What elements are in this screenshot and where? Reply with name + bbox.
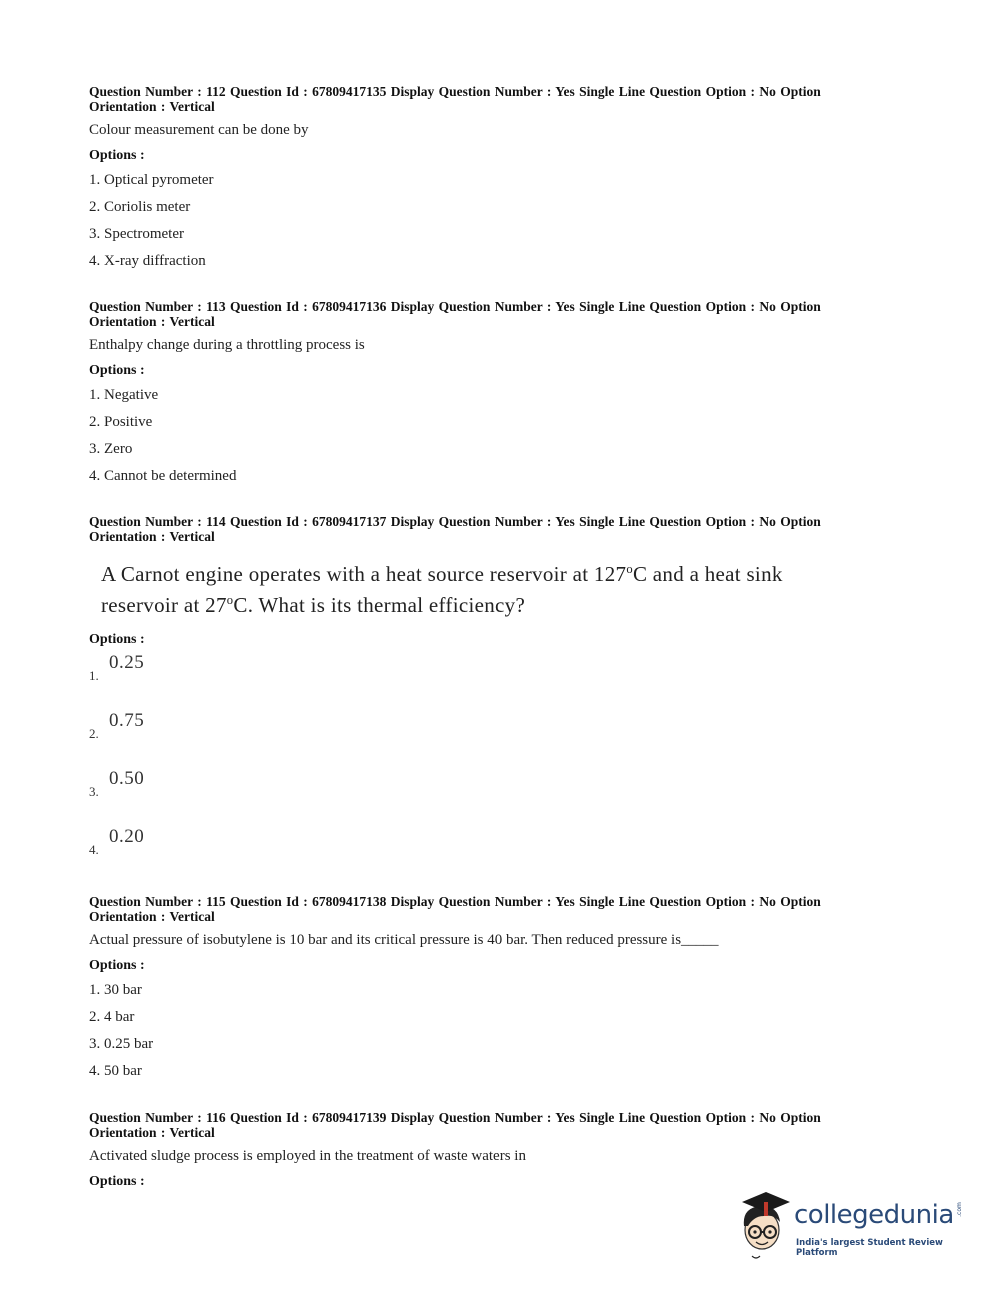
- option-3: 3. 0.25 bar: [89, 1036, 154, 1052]
- option-4: 4. X-ray diffraction: [89, 253, 206, 269]
- option-4: 4. 50 bar: [89, 1063, 142, 1079]
- option-2: 2. Coriolis meter: [89, 199, 191, 215]
- question-116: [89, 1111, 879, 1190]
- question-text: Enthalpy change during a throttling process is: [89, 337, 365, 353]
- option-1: 1. Optical pyrometer: [89, 172, 214, 188]
- option-4: 4. Cannot be determined: [89, 468, 237, 484]
- question-meta: Question Number : 116 Question Id : 67809417139 Display Question Number : Yes Single Line Question Option : No Option Orientation : Vertical: [89, 1110, 821, 1140]
- options-label: Options :: [89, 363, 145, 378]
- question-text: Activated sludge process is employed in the treatment of waste waters in: [89, 1148, 526, 1164]
- question-meta: Question Number : 114 Question Id : 67809417137 Display Question Number : Yes Single Line Question Option : No Option Orientation : Vertical: [89, 514, 821, 544]
- option-3: 3. Spectrometer: [89, 226, 184, 242]
- options-label: Options :: [89, 632, 145, 647]
- question-text: Actual pressure of isobutylene is 10 bar and its critical pressure is 40 bar. Then reduced pressure is_____: [89, 932, 719, 948]
- mascot-graduation-cap-icon: [734, 1186, 794, 1262]
- question-114: [89, 515, 879, 880]
- option-1: 1. 30 bar: [89, 982, 142, 998]
- options-label: Options :: [89, 148, 145, 163]
- options-label: Options :: [89, 1174, 145, 1189]
- question-text: A Carnot engine operates with a heat source reservoir at 127$^o$C and a heat sink reservoir at 27$^o$C. What is its thermal efficiency?: [101, 562, 783, 617]
- option-3: 3. 0.50: [89, 768, 145, 799]
- option-1: 1. 0.25: [89, 652, 145, 683]
- question-meta: Question Number : 113 Question Id : 67809417136 Display Question Number : Yes Single Line Question Option : No Option Orientation : Vertical: [89, 299, 821, 329]
- option-4: 4. 0.20: [89, 826, 145, 857]
- question-meta: Question Number : 115 Question Id : 67809417138 Display Question Number : Yes Single Line Question Option : No Option Orientation : Vertical: [89, 894, 821, 924]
- question-115: [89, 895, 879, 1082]
- collegedunia-logo: [734, 1186, 964, 1266]
- options-label: Options :: [89, 958, 145, 973]
- logo-tagline: India's largest Student Review Platform: [796, 1238, 943, 1258]
- option-3: 3. Zero: [89, 441, 133, 457]
- question-text: Colour measurement can be done by: [89, 122, 309, 138]
- question-meta: Question Number : 112 Question Id : 67809417135 Display Question Number : Yes Single Line Question Option : No Option Orientation : Vertical: [89, 84, 821, 114]
- logo-suffix: .com: [955, 1202, 963, 1217]
- question-113: [89, 300, 879, 487]
- option-1: 1. Negative: [89, 387, 159, 403]
- option-2: 2. 4 bar: [89, 1009, 135, 1025]
- option-2: 2. 0.75: [89, 710, 145, 741]
- option-2: 2. Positive: [89, 414, 153, 430]
- logo-wordmark: collegedunia: [794, 1200, 954, 1230]
- question-112: [89, 85, 879, 272]
